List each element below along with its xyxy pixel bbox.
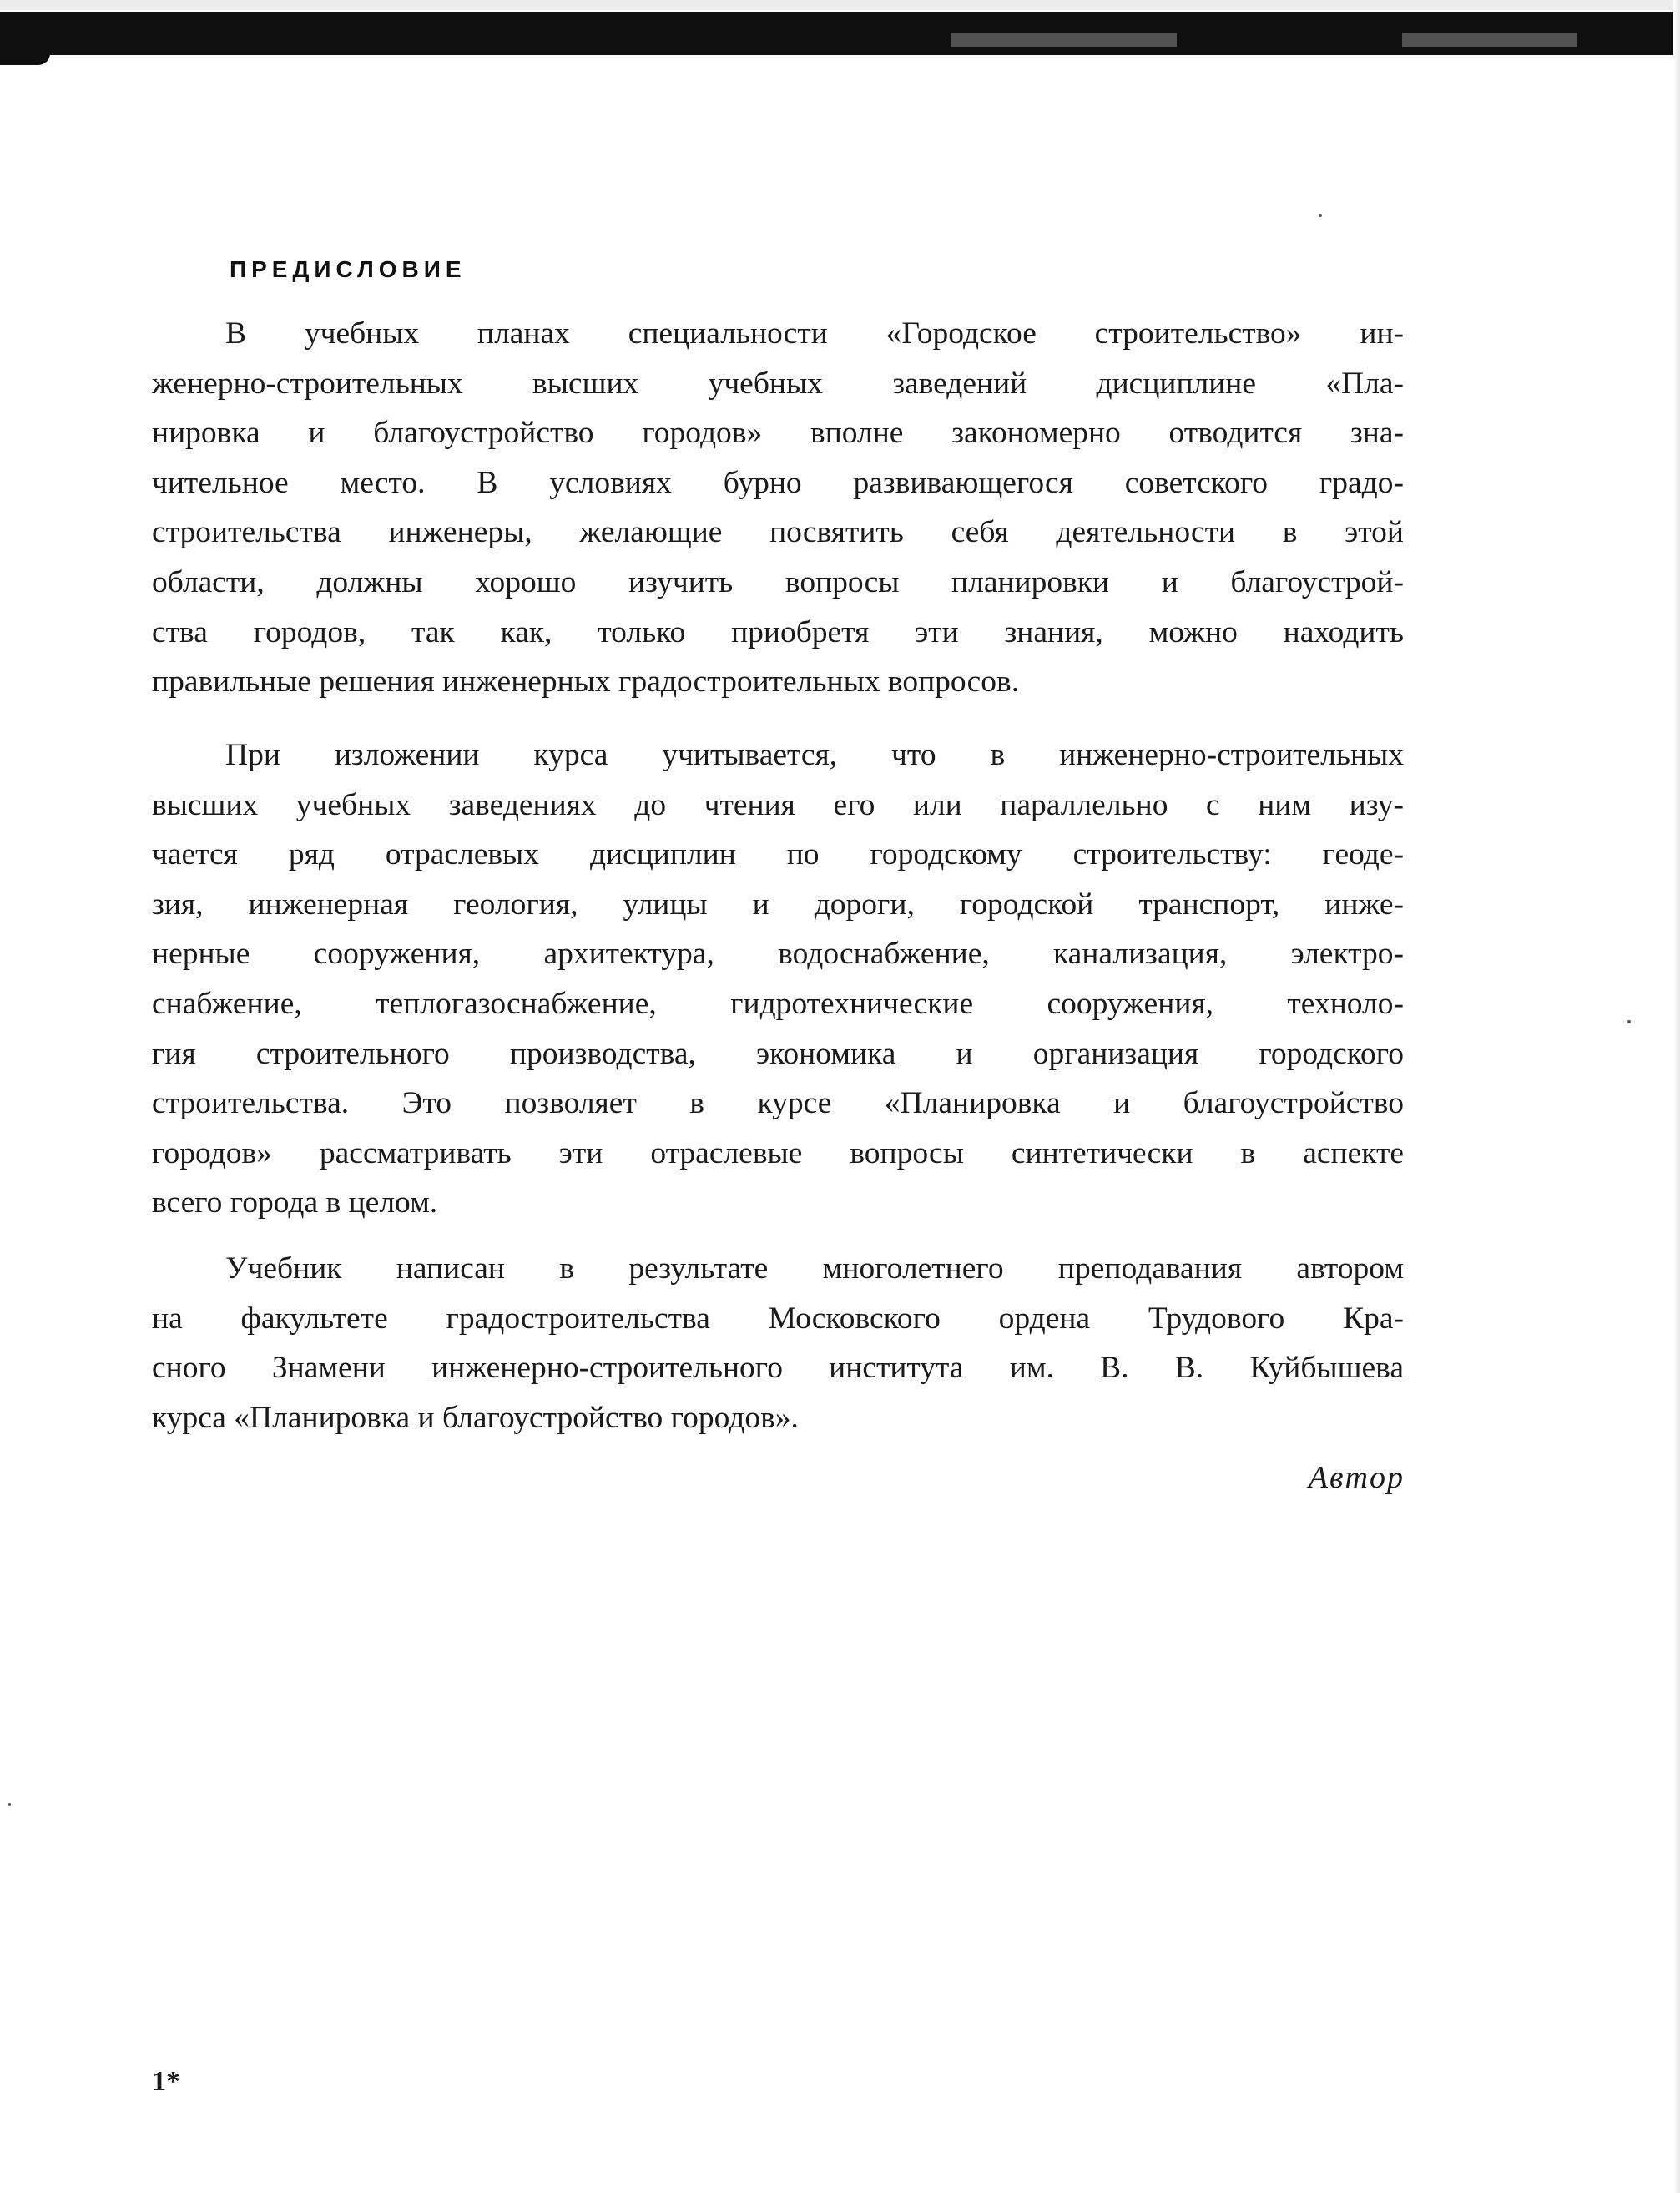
- text-line: В учебных планах специальности «Городское строительство» ин-: [225, 316, 1404, 351]
- scan-speck: [1627, 1020, 1631, 1023]
- text-line: гия строительного производства, экономика и организация городского: [152, 1036, 1404, 1071]
- paragraph-1: [152, 309, 1404, 707]
- text-line: зия, инженерная геология, улицы и дороги, городской транспорт, инже-: [152, 887, 1404, 922]
- text-line: чительное место. В условиях бурно развивающегося советского градо-: [152, 465, 1404, 500]
- paragraph-2: [152, 730, 1404, 1228]
- scan-speck: [1319, 214, 1322, 217]
- text-line: городов» рассматривать эти отраслевые вопросы синтетически в аспекте: [152, 1135, 1404, 1170]
- text-line: нерные сооружения, архитектура, водоснабжение, канализация, электро-: [152, 937, 1404, 972]
- text-line: всего города в целом.: [152, 1185, 438, 1220]
- text-line: ства городов, так как, только приобретя эти знания, можно находить: [152, 614, 1404, 649]
- text-line: нировка и благоустройство городов» вполне закономерно отводится зна-: [152, 416, 1404, 451]
- scan-speck: [8, 1803, 11, 1806]
- scan-band-streak: [951, 33, 1177, 47]
- signature-mark: 1*: [152, 2066, 180, 2097]
- text-line: При изложении курса учитывается, что в инженерно-строительных: [225, 738, 1404, 772]
- paragraph-3: [152, 1244, 1404, 1443]
- text-line: области, должны хорошо изучить вопросы планировки и благоустрой-: [152, 564, 1404, 599]
- text-line: строительства инженеры, желающие посвятить себя деятельности в этой: [152, 515, 1404, 550]
- scan-top-edge: [0, 0, 1680, 10]
- scan-band-streak: [1402, 33, 1577, 47]
- text-line: Учебник написан в результате многолетнего преподавания автором: [225, 1251, 1404, 1286]
- text-line: чается ряд отраслевых дисциплин по городскому строительству: геоде-: [152, 837, 1404, 872]
- text-line: курса «Планировка и благоустройство городов».: [152, 1400, 799, 1435]
- text-line: на факультете градостроительства Московского ордена Трудового Кра-: [152, 1301, 1404, 1336]
- text-line: женерно-строительных высших учебных заведений дисциплине «Пла-: [152, 366, 1404, 401]
- text-line: снабжение, теплогазоснабжение, гидротехнические сооружения, техноло-: [152, 986, 1404, 1021]
- text-line: строительства. Это позволяет в курсе «Планировка и благоустройство: [152, 1086, 1404, 1121]
- author-signature: Автор: [1308, 1460, 1405, 1495]
- text-line: высших учебных заведениях до чтения его или параллельно с ним изу-: [152, 787, 1404, 822]
- text-line: сного Знамени инженерно-строительного института им. В. В. Куйбышева: [152, 1351, 1404, 1386]
- text-line: правильные решения инженерных градостроительных вопросов.: [152, 664, 1020, 700]
- scan-dark-band-corner: [0, 52, 50, 65]
- scan-right-edge: [1673, 0, 1680, 2193]
- page-heading: ПРЕДИСЛОВИЕ: [230, 255, 467, 282]
